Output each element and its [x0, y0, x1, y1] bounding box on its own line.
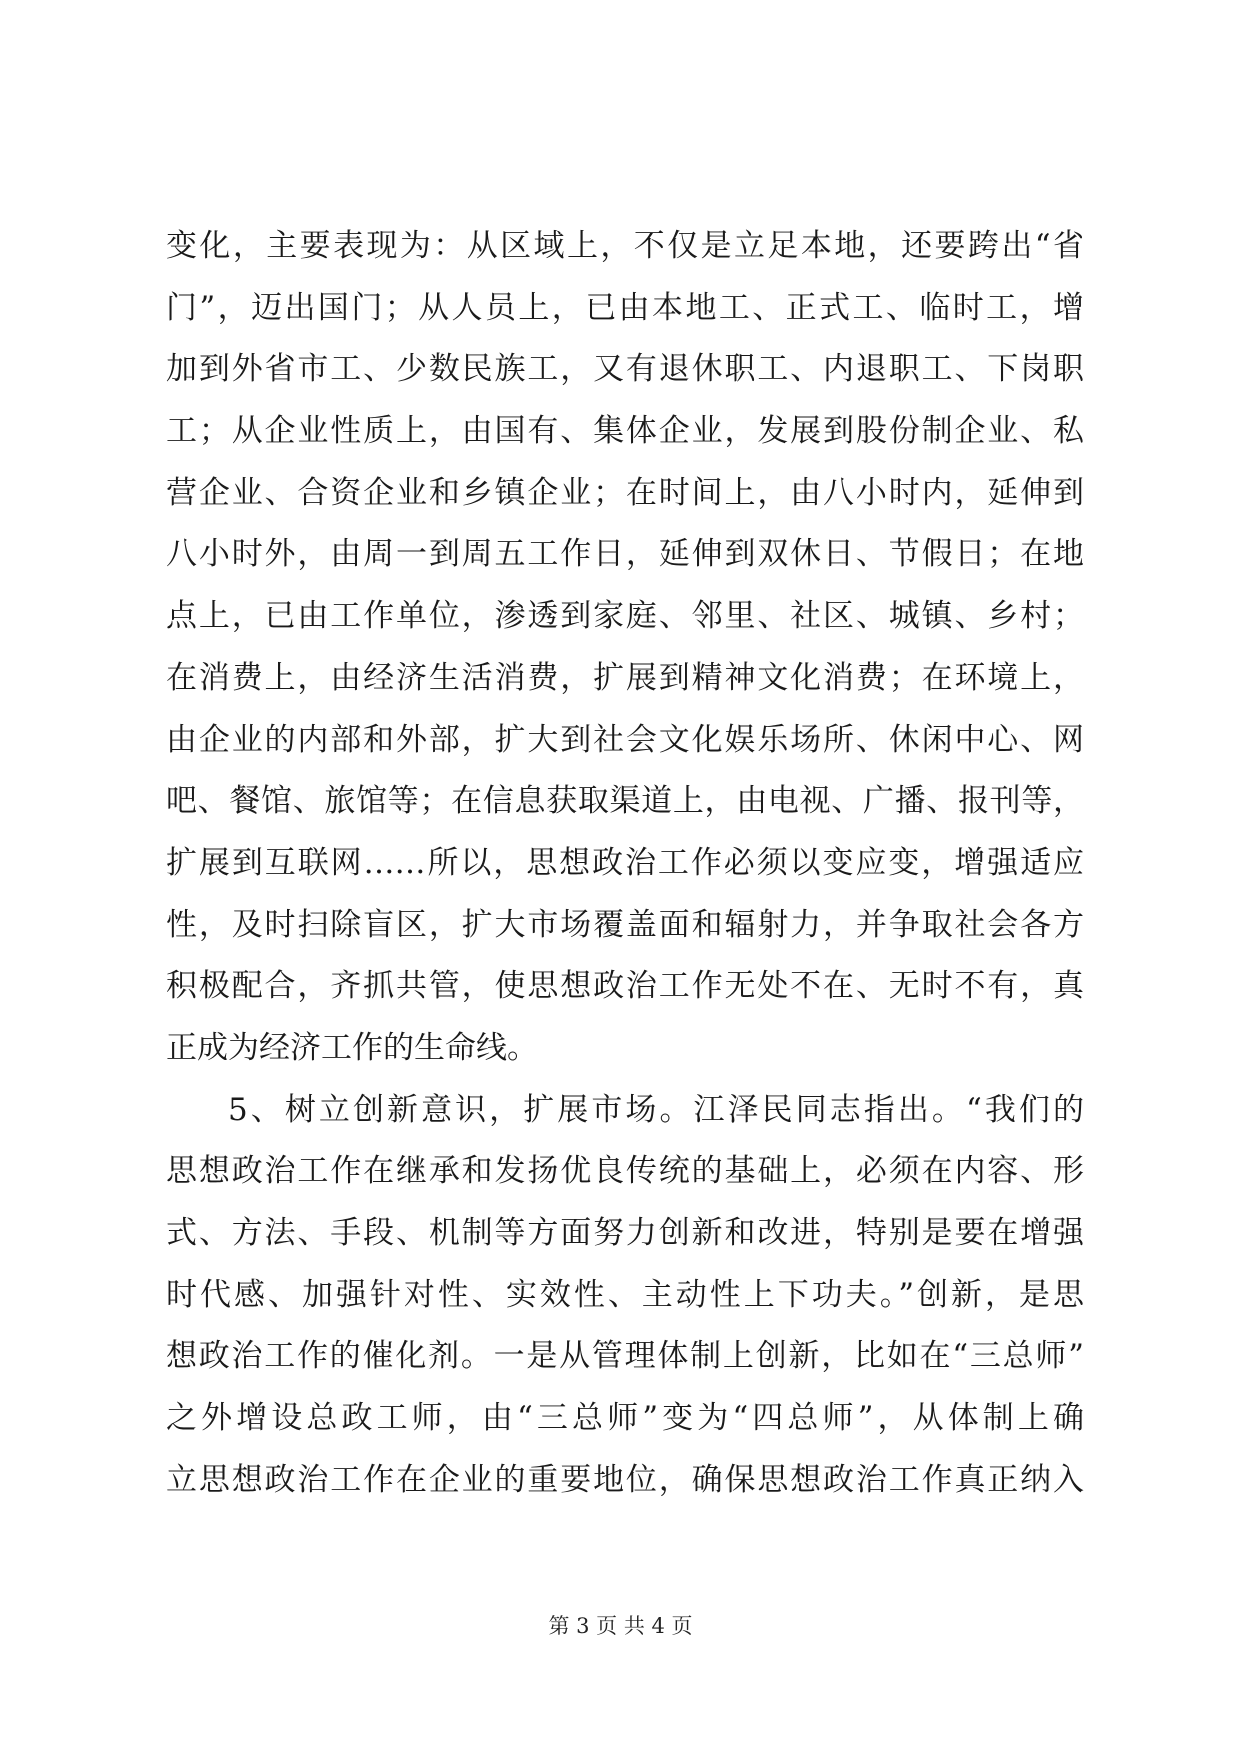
text-line: 积极配合，齐抓共管，使思想政治工作无处不在、无时不有，真 — [166, 968, 1084, 1005]
text-line: 想政治工作的催化剂。一是从管理体制上创新，比如在“三总师” — [166, 1338, 1084, 1375]
text-line: 式、方法、手段、机制等方面努力创新和改进，特别是要在增强 — [166, 1215, 1084, 1251]
text-line: 八小时外，由周一到周五工作日，延伸到双休日、节假日；在地 — [166, 536, 1084, 573]
text-line: 扩展到互联网……所以，思想政治工作必须以变应变，增强适应 — [166, 844, 1084, 881]
text-line: 之外增设总政工师，由“三总师”变为“四总师”，从体制上确 — [166, 1400, 1084, 1437]
text-line: 变化，主要表现为：从区域上，不仅是立足本地，还要跨出“省 — [166, 228, 1084, 264]
text-line: 门”，迈出国门；从人员上，已由本地工、正式工、临时工，增 — [166, 289, 1084, 326]
text-line: 吧、餐馆、旅馆等；在信息获取渠道上，由电视、广播、报刊等， — [166, 783, 1084, 820]
text-line: 由企业的内部和外部，扩大到社会文化娱乐场所、休闲中心、网 — [166, 721, 1084, 758]
page-number-label: 第 3 页 共 4 页 — [548, 1614, 693, 1638]
text-line: 加到外省市工、少数民族工，又有退休职工、内退职工、下岗职 — [166, 351, 1084, 388]
page-footer — [0, 1611, 1241, 1641]
text-line: 营企业、合资企业和乡镇企业；在时间上，由八小时内，延伸到 — [166, 474, 1084, 511]
text-line: 工；从企业性质上，由国有、集体企业，发展到股份制企业、私 — [166, 413, 1084, 450]
text-line: 时代感、加强针对性、实效性、主动性上下功夫。”创新，是思 — [166, 1276, 1084, 1313]
text-line: 在消费上，由经济生活消费，扩展到精神文化消费；在环境上， — [166, 659, 1084, 696]
text-line: 5、树立创新意识，扩展市场。江泽民同志指出。“我们的 — [228, 1091, 1084, 1128]
text-line: 性，及时扫除盲区，扩大市场覆盖面和辐射力，并争取社会各方 — [166, 906, 1084, 943]
text-line: 思想政治工作在继承和发扬优良传统的基础上，必须在内容、形 — [166, 1153, 1084, 1190]
body-text — [166, 216, 1084, 1511]
text-line: 立思想政治工作在企业的重要地位，确保思想政治工作真正纳入 — [166, 1461, 1084, 1498]
text-line: 正成为经济工作的生命线。 — [166, 1029, 538, 1066]
text-line: 点上，已由工作单位，渗透到家庭、邻里、社区、城镇、乡村； — [166, 598, 1084, 635]
